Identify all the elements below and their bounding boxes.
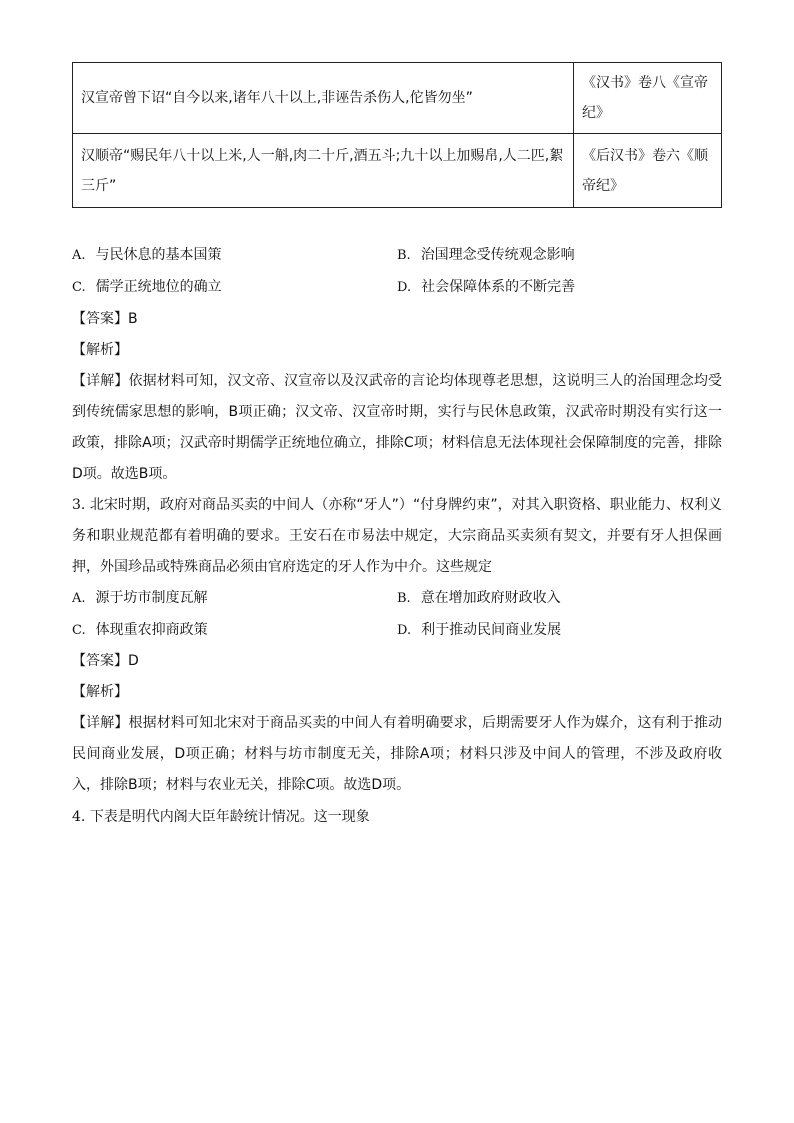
analysis-label: 【解析】 [72,684,128,700]
option-key: C. [72,623,86,638]
option-text: 意在增加政府财政收入 [420,590,561,606]
question-number: 4. [72,809,86,825]
detail-paragraph: 【详解】依据材料可知，汉文帝、汉宣帝以及汉武帝的言论均体现尊老思想，这说明三人的治国理念均受到传统儒家思想的影响，B项正确；汉文帝、汉宣帝时期，实行与民休息政策，汉武帝时期没有实行这一政策，排除A项；汉武帝时期儒学正统地位确立，排除C项；材料信息无法体现社会保障制度的完善，排除D项。故选B项。 [72,373,722,482]
option-key: D. [397,623,412,638]
option-c [72,620,208,641]
question-text: 北宋时期，政府对商品买卖的中间人（亦称“牙人”）“付身牌约束”，对其入职资格、职业能力、权利义务和职业规范都有着明确的要求。王安石在市易法中规定，大宗商品买卖须有契文，并要有牙人担保画押，外国珍品或特殊商品必须由官府选定的牙人作为中介。这些规定 [72,497,722,575]
answer-label: 【答案】D [72,653,139,669]
option-key: A. [72,591,86,606]
table-row [73,134,722,208]
question-number: 3. [72,497,86,513]
option-d [397,277,575,298]
table-cell-content: 汉宣帝曾下诏“自今以来,诸年八十以上,非诬告杀伤人,佗皆勿坐” [73,63,574,134]
question-text: 下表是明代内阁大臣年龄统计情况。这一现象 [89,809,370,825]
option-key: D. [397,280,412,295]
option-a [72,588,208,609]
option-key: A. [72,248,86,263]
table-cell-source: 《汉书》卷八《宣帝纪》 [574,63,722,134]
table-cell-source: 《后汉书》卷六《顺帝纪》 [574,134,722,208]
table-cell-content: 汉顺帝“赐民年八十以上米,人一斛,肉二十斤,酒五斗;九十以上加赐帛,人二匹,絮三斤” [73,134,574,208]
option-text: 与民休息的基本国策 [95,247,222,263]
option-key: B. [397,248,411,263]
detail-paragraph: 【详解】根据材料可知北宋对于商品买卖的中间人有着明确要求，后期需要牙人作为媒介，这有利于推动民间商业发展，D项正确；材料与坊市制度无关，排除A项；材料只涉及中间人的管理，不涉及政府收入，排除B项；材料与农业无关，排除C项。故选D项。 [72,715,722,793]
question-3-stem [72,490,722,583]
question-4-stem [72,807,370,827]
option-b [397,245,575,266]
option-text: 治国理念受传统观念影响 [420,247,575,263]
option-a [72,245,222,266]
table-row [73,63,722,134]
option-key: B. [397,591,411,606]
option-text: 儒学正统地位的确立 [95,279,222,295]
option-b [397,588,561,609]
option-text: 利于推动民间商业发展 [421,622,562,638]
option-key: C. [72,280,86,295]
option-text: 体现重农抑商政策 [95,622,208,638]
analysis-label: 【解析】 [72,342,128,358]
option-d [397,620,561,641]
option-text: 社会保障体系的不断完善 [421,279,576,295]
option-text: 源于坊市制度瓦解 [95,590,208,606]
source-table [72,62,722,208]
answer-label: 【答案】B [72,311,138,327]
option-c [72,277,222,298]
